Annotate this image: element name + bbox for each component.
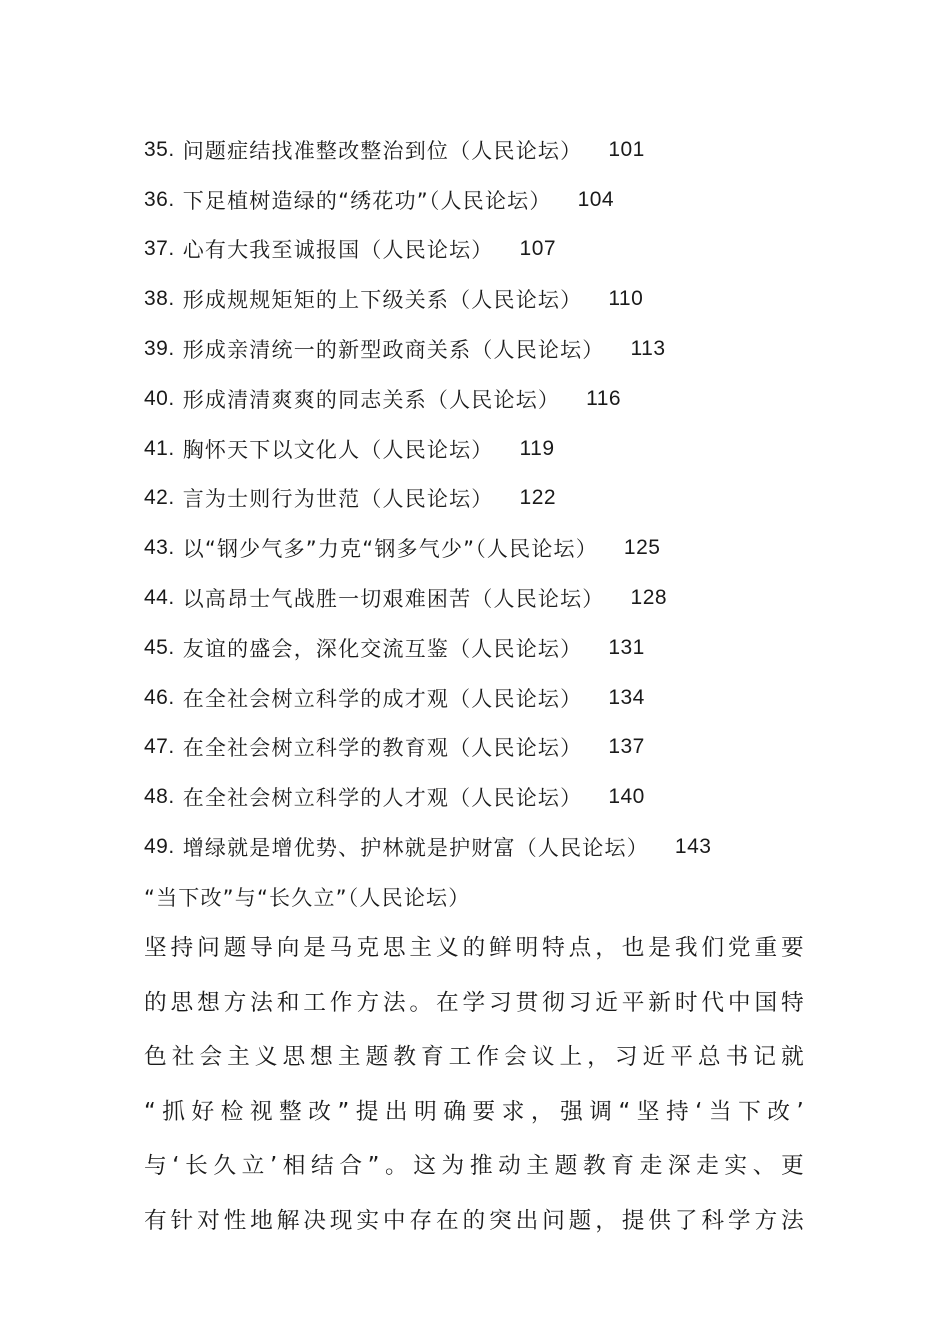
- toc-entry-title: 心有大我至诚报国（人民论坛）: [182, 238, 494, 263]
- toc-entry[interactable]: [144, 822, 844, 872]
- toc-entry[interactable]: [144, 225, 844, 275]
- toc-entry-page: 131: [608, 635, 645, 659]
- toc-entry-title: 问题症结找准整改整治到位（人民论坛）: [182, 138, 583, 163]
- toc-entry-title: 增绿就是增优势、护林就是护财富（人民论坛）: [182, 836, 649, 861]
- toc-entry-page: 116: [586, 386, 622, 410]
- toc-entry-page: 125: [623, 536, 661, 560]
- toc-entry[interactable]: [144, 175, 844, 225]
- toc-entry[interactable]: [144, 772, 844, 822]
- toc-entry[interactable]: [144, 723, 844, 773]
- toc-entry-title: 下足植树造绿的“绣花功”（人民论坛）: [182, 188, 552, 213]
- toc-entry-number: 42.: [144, 486, 175, 510]
- toc-entry-title: 形成亲清统一的新型政商关系（人民论坛）: [182, 338, 605, 363]
- article-body: [144, 921, 806, 1248]
- toc-entry-title: 言为士则行为世范（人民论坛）: [182, 487, 494, 512]
- toc-entry-page: 101: [608, 137, 645, 161]
- body-line: 的思想方法和工作方法。在学习贯彻习近平新时代中国特: [144, 989, 806, 1016]
- toc-entry-page: 107: [519, 237, 557, 261]
- toc-entry[interactable]: [144, 125, 844, 175]
- toc-entry[interactable]: [144, 374, 844, 424]
- toc-entry-number: 48.: [144, 785, 175, 809]
- toc-entry-title: 友谊的盛会，深化交流互鉴（人民论坛）: [182, 636, 583, 661]
- toc-entry-number: 37.: [144, 237, 175, 261]
- toc-entry-number: 43.: [144, 536, 175, 560]
- body-line: 有针对性地解决现实中存在的突出问题，提供了科学方法: [144, 1207, 806, 1234]
- article-title: “当下改”与“长久立”（人民论坛）: [144, 886, 471, 910]
- table-of-contents: [144, 125, 844, 872]
- toc-entry[interactable]: [144, 573, 844, 623]
- toc-entry-title: 在全社会树立科学的成才观（人民论坛）: [182, 686, 583, 711]
- toc-entry[interactable]: [144, 424, 844, 474]
- toc-entry-page: 104: [577, 187, 615, 211]
- toc-entry-page: 140: [608, 785, 645, 809]
- toc-entry-number: 40.: [144, 386, 175, 410]
- toc-entry-title: 在全社会树立科学的教育观（人民论坛）: [182, 736, 583, 761]
- toc-entry-number: 46.: [144, 685, 175, 709]
- toc-entry-number: 47.: [144, 735, 175, 759]
- toc-entry[interactable]: [144, 623, 844, 673]
- body-line: “抓好检视整改”提出明确要求，强调“坚持‘当下改’: [144, 1098, 806, 1125]
- toc-entry-number: 39.: [144, 337, 175, 361]
- toc-entry[interactable]: [144, 523, 844, 573]
- toc-entry-page: 128: [630, 586, 668, 610]
- body-line: 与‘长久立’相结合”。这为推动主题教育走深走实、更: [144, 1153, 806, 1179]
- body-line: 色社会主义思想主题教育工作会议上，习近平总书记就: [144, 1044, 806, 1070]
- toc-entry-number: 45.: [144, 635, 175, 659]
- toc-entry-title: 形成清清爽爽的同志关系（人民论坛）: [182, 387, 561, 412]
- toc-entry[interactable]: [144, 474, 844, 524]
- toc-entry-title: 形成规规矩矩的上下级关系（人民论坛）: [182, 288, 583, 313]
- toc-entry-page: 143: [674, 835, 712, 859]
- toc-entry[interactable]: [144, 324, 844, 374]
- toc-entry-title: 以高昂士气战胜一切艰难困苦（人民论坛）: [182, 587, 605, 612]
- toc-entry-page: 134: [608, 685, 645, 709]
- toc-entry[interactable]: [144, 274, 844, 324]
- toc-entry-title: 以“钢少气多”力克“钢多气少”（人民论坛）: [182, 537, 598, 562]
- toc-entry-title: 在全社会树立科学的人才观（人民论坛）: [182, 786, 583, 811]
- toc-entry-page: 113: [630, 337, 666, 361]
- toc-entry-number: 35.: [144, 137, 175, 161]
- toc-entry-page: 110: [608, 287, 644, 311]
- body-line: 坚持问题导向是马克思主义的鲜明特点，也是我们党重要: [144, 935, 806, 961]
- toc-entry-number: 36.: [144, 187, 175, 211]
- toc-entry-page: 119: [519, 436, 555, 460]
- toc-entry-number: 44.: [144, 586, 175, 610]
- toc-entry-title: 胸怀天下以文化人（人民论坛）: [182, 437, 494, 462]
- toc-entry-page: 122: [519, 486, 557, 510]
- toc-entry-number: 49.: [144, 835, 175, 859]
- toc-entry[interactable]: [144, 673, 844, 723]
- toc-entry-number: 41.: [144, 436, 175, 460]
- toc-entry-number: 38.: [144, 287, 175, 311]
- toc-entry-page: 137: [608, 735, 645, 759]
